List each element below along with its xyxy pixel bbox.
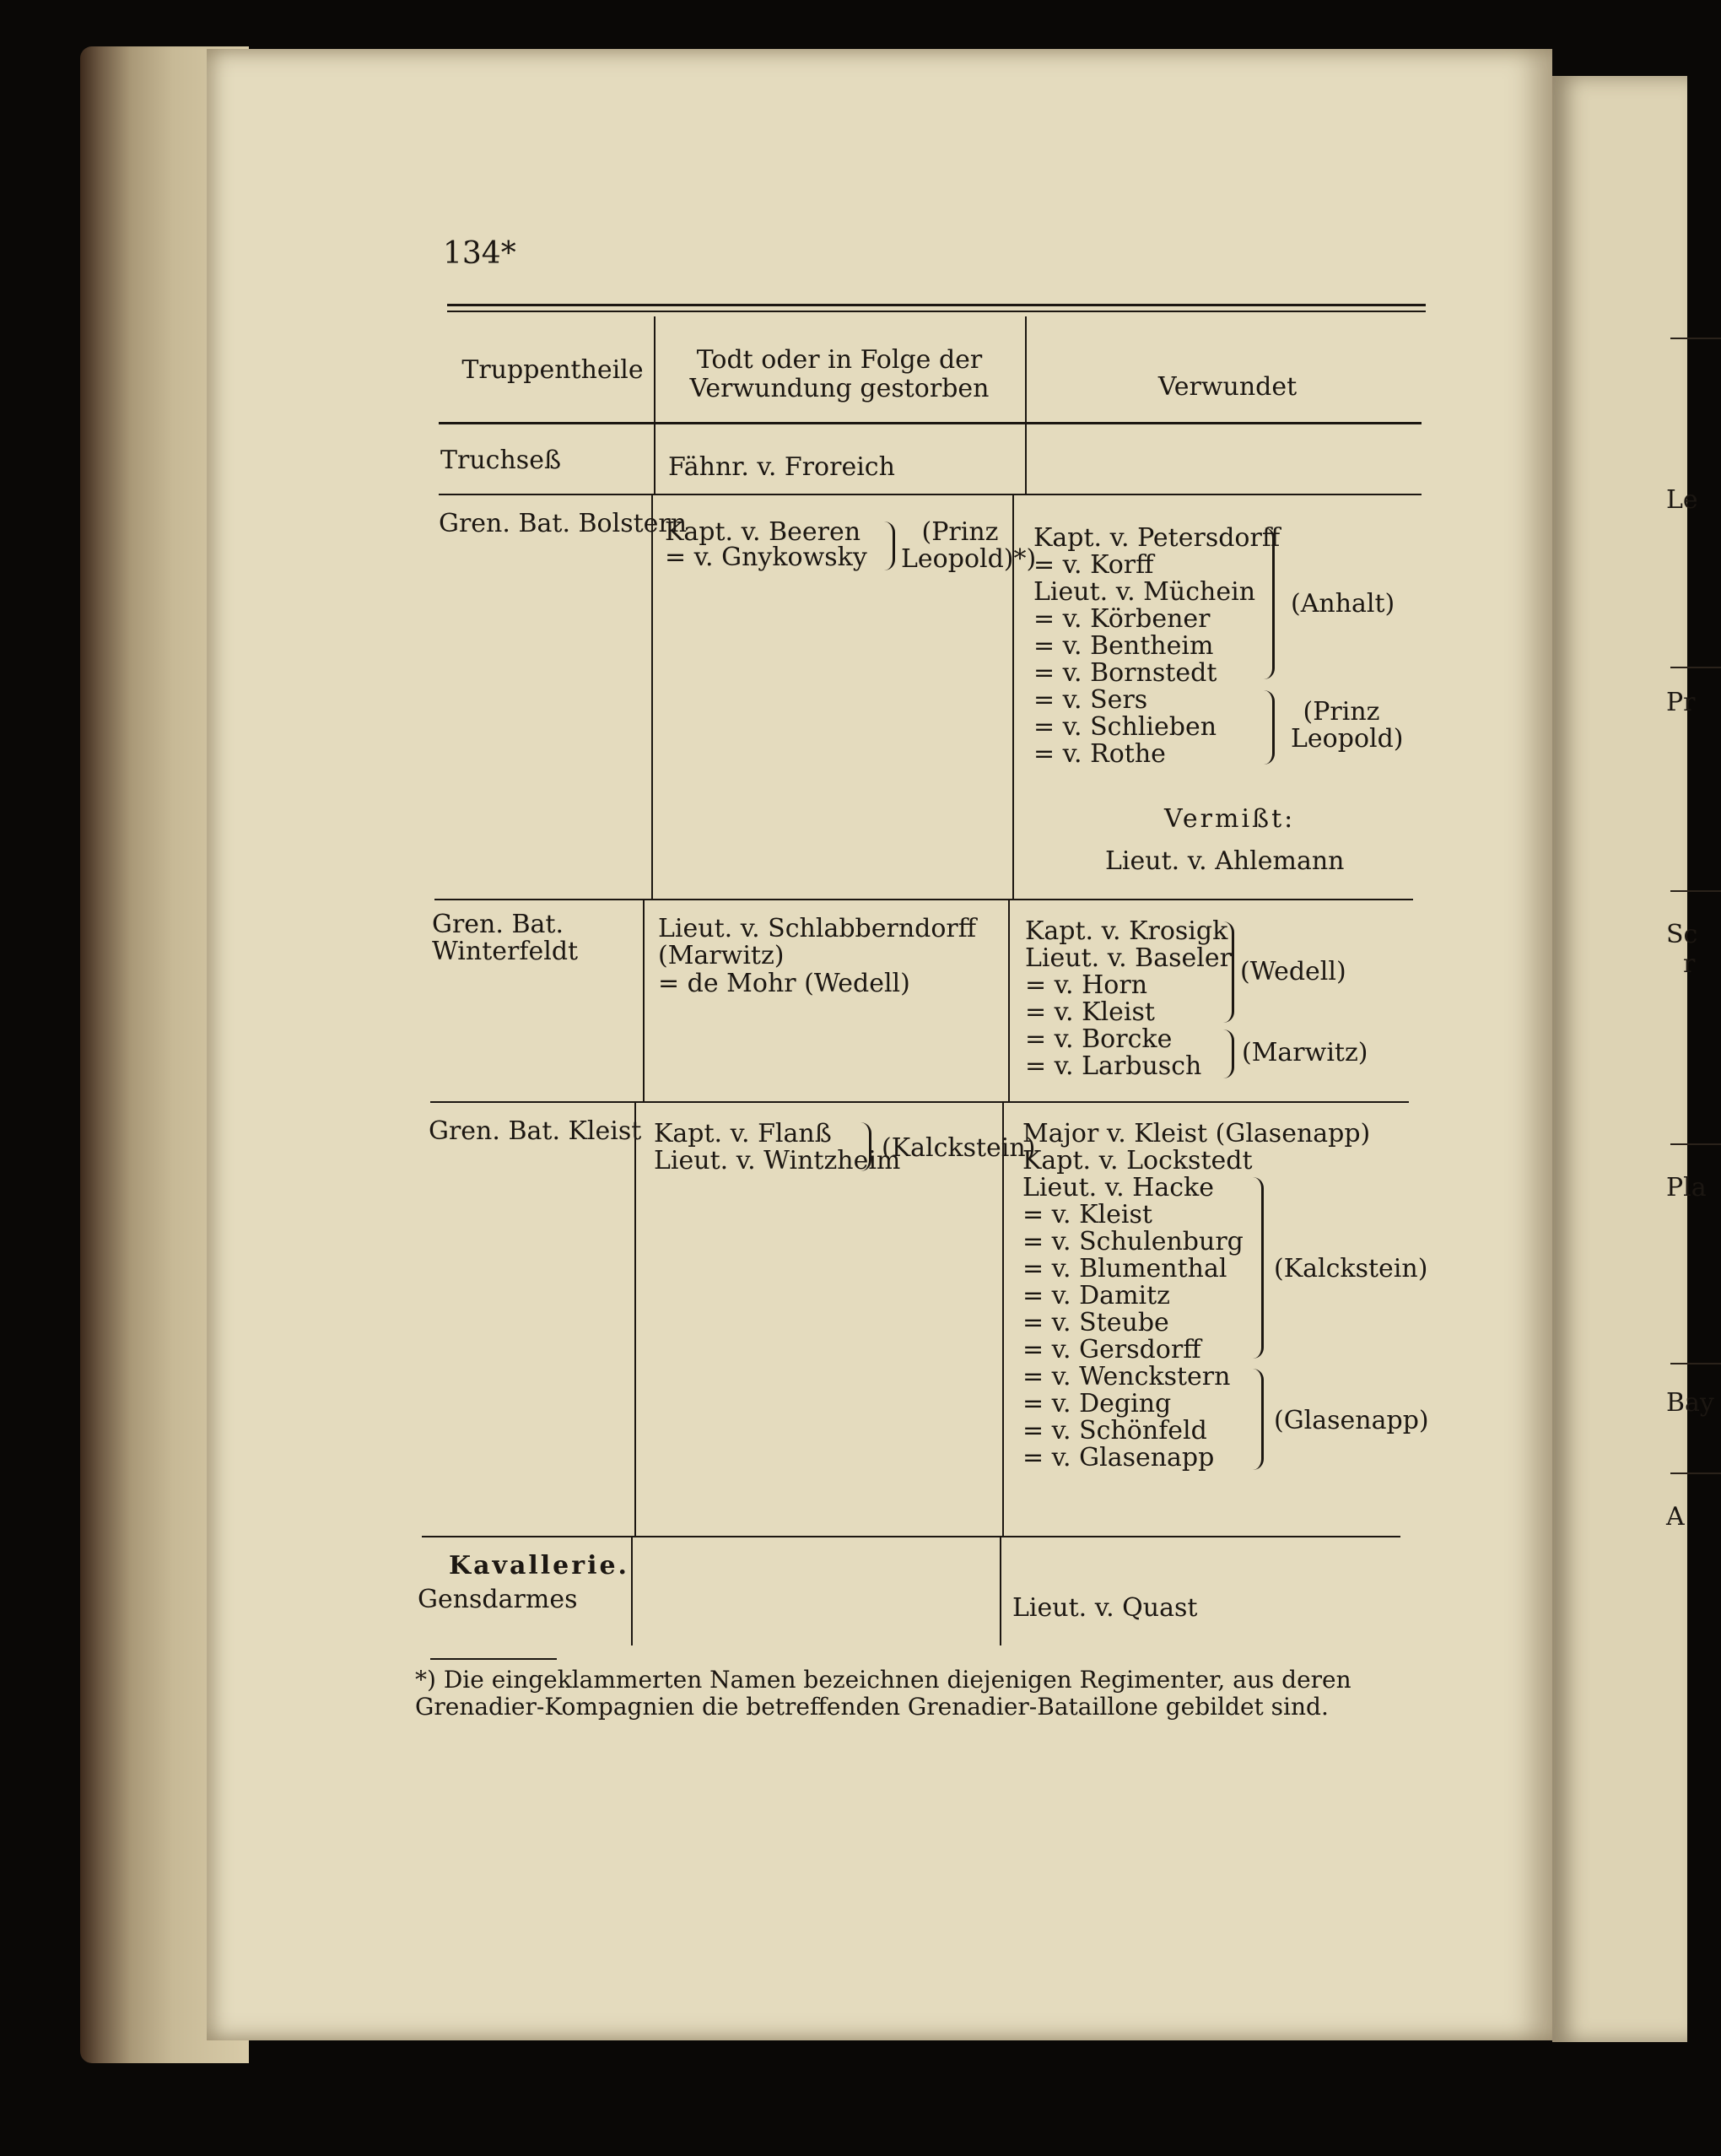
casualty-table xyxy=(418,304,1429,1654)
dead-entry: = v. Gnykowsky xyxy=(665,543,867,572)
page-number: 134* xyxy=(443,236,516,271)
header-units: Truppentheile xyxy=(461,355,644,385)
section-heading: Kavallerie. xyxy=(449,1551,629,1581)
dead-entry: Fähnr. v. Froreich xyxy=(668,452,895,482)
regiment-group: (Glasenapp) xyxy=(1274,1406,1429,1435)
regiment-group: (Marwitz) xyxy=(1242,1038,1368,1067)
wounded-entry: Lieut. v. Quast xyxy=(1012,1593,1198,1623)
wounded-entry: = v. Glasenapp xyxy=(1022,1443,1215,1472)
grouping-brace xyxy=(1253,1369,1264,1470)
wounded-entry: = v. Schulenburg xyxy=(1022,1227,1244,1256)
wounded-entry: = v. Bentheim xyxy=(1033,631,1214,661)
wounded-entry: = v. Bornstedt xyxy=(1033,658,1217,688)
wounded-entry: = v. Sers xyxy=(1033,685,1148,715)
grouping-brace xyxy=(1264,690,1275,765)
row-unit: Gensdarmes xyxy=(418,1585,578,1614)
wounded-entry: = v. Blumenthal xyxy=(1022,1254,1227,1283)
next-page-text: Pr xyxy=(1666,688,1696,717)
wounded-entry: = v. Deging xyxy=(1022,1389,1172,1418)
wounded-entry: = v. Rothe xyxy=(1033,739,1166,769)
grouping-brace xyxy=(860,1122,871,1171)
wounded-entry: = v. Wenckstern xyxy=(1022,1362,1231,1391)
next-page-text: Bay xyxy=(1666,1388,1714,1418)
grouping-brace xyxy=(1253,1177,1264,1359)
wounded-entry: Kapt. v. Lockstedt xyxy=(1022,1146,1253,1175)
wounded-entry: Lieut. v. Hacke xyxy=(1022,1173,1214,1202)
wounded-entry: = v. Steube xyxy=(1022,1308,1169,1337)
header-dead: Todt oder in Folge der Verwundung gestorben xyxy=(689,345,990,403)
row-unit: Gren. Bat. Bolstern xyxy=(439,509,688,538)
next-page-text: Sc xyxy=(1666,920,1698,949)
footnote: *) Die eingeklammerten Namen bezeichnen diejenigen Regimenter, aus deren Grenadier-Kompagnien die betreffenden Grenadier-Bataillone gebildet sind. xyxy=(415,1666,1351,1721)
grouping-brace xyxy=(884,521,895,570)
regiment-group: (Kalckstein) xyxy=(1274,1254,1428,1283)
grouping-brace xyxy=(1223,921,1234,1023)
wounded-entry: = v. Larbusch xyxy=(1025,1051,1202,1081)
dead-entry: Kapt. v. Beeren xyxy=(665,517,861,547)
wounded-entry: = v. Schönfeld xyxy=(1022,1416,1207,1445)
grouping-brace xyxy=(1264,527,1275,679)
regiment-group: (Kalckstein) xyxy=(882,1133,1036,1163)
regiment-group: (Wedell) xyxy=(1240,957,1346,986)
dead-entry: Lieut. v. Schlabberndorff (Marwitz) xyxy=(658,914,977,970)
wounded-entry: = v. Korff xyxy=(1033,550,1154,580)
wounded-entry: = v. Gersdorff xyxy=(1022,1335,1201,1364)
missing-label: Vermißt: xyxy=(1164,804,1296,834)
regiment-group: (Anhalt) xyxy=(1291,589,1395,619)
next-page-text: A xyxy=(1666,1502,1685,1532)
wounded-entry: = v. Kleist xyxy=(1025,997,1155,1027)
missing-entry: Lieut. v. Ahlemann xyxy=(1105,846,1345,876)
row-unit: Gren. Bat. Kleist xyxy=(429,1116,642,1146)
wounded-entry: Lieut. v. Müchein xyxy=(1033,577,1256,607)
regiment-group: (Prinz Leopold) xyxy=(1291,697,1404,754)
wounded-entry: = v. Damitz xyxy=(1022,1281,1170,1310)
wounded-entry: Lieut. v. Baseler xyxy=(1025,943,1232,973)
header-wounded: Verwundet xyxy=(1157,372,1297,402)
regiment-group: (Prinz Leopold)*) xyxy=(901,517,1037,574)
wounded-entry: Major v. Kleist (Glasenapp) xyxy=(1022,1119,1371,1148)
wounded-entry: = v. Borcke xyxy=(1025,1024,1173,1054)
grouping-brace xyxy=(1223,1029,1234,1078)
next-page-text: Le xyxy=(1666,485,1698,515)
wounded-entry: Kapt. v. Krosigk xyxy=(1025,916,1228,946)
wounded-entry: = v. Kleist xyxy=(1022,1200,1152,1229)
footnote-rule xyxy=(430,1658,557,1660)
dead-entry: = de Mohr (Wedell) xyxy=(658,969,910,998)
wounded-entry: = v. Horn xyxy=(1025,970,1148,1000)
dead-entry: Kapt. v. Flanß xyxy=(654,1119,832,1148)
wounded-entry: Kapt. v. Petersdorff xyxy=(1033,523,1281,553)
next-page-text: r xyxy=(1683,949,1696,979)
next-page-text: Pla xyxy=(1666,1173,1707,1202)
dead-entry: Lieut. v. Wintzheim xyxy=(654,1146,901,1175)
next-page-fragment xyxy=(1552,76,1714,2042)
row-unit: Truchseß xyxy=(440,446,561,475)
wounded-entry: = v. Schlieben xyxy=(1033,712,1217,742)
wounded-entry: = v. Körbener xyxy=(1033,604,1211,634)
row-unit: Gren. Bat. Winterfeldt xyxy=(432,910,579,966)
